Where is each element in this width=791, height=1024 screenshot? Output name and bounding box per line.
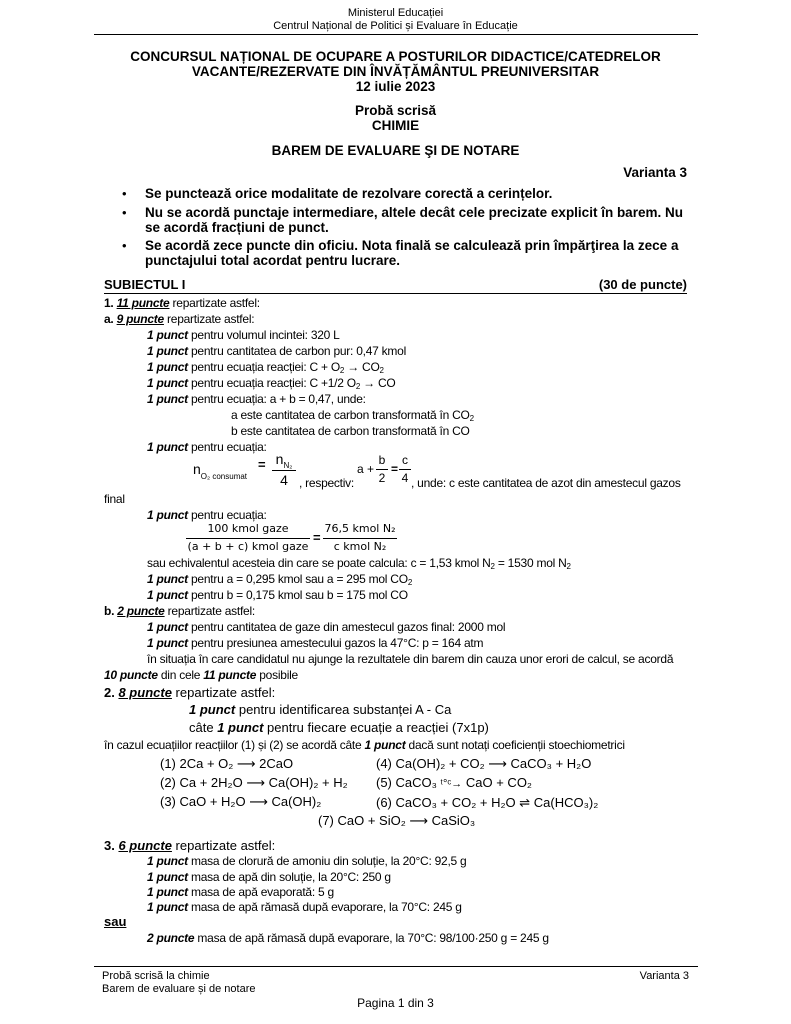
header-divider: [94, 34, 698, 35]
eq-unde-final: final: [104, 492, 125, 506]
exam-date: 12 iulie 2023: [355, 79, 436, 94]
q2-line-identify: 1 punct pentru identificarea substanței A - Ca: [189, 702, 452, 717]
q3-line-nh4cl: 1 punct masa de clorură de amoniu din soluție, la 20°C: 92,5 g: [147, 854, 467, 868]
eq-equals: =: [258, 457, 266, 472]
reaction-6: (6) CaCO₃ + CO₂ + H₂O ⇌ Ca(HCO₃)₂: [376, 795, 599, 810]
q1b-heading: b. 2 puncte repartizate astfel:: [104, 604, 255, 618]
bullet: •: [122, 186, 127, 201]
ratio-den-1: (a + b + c) kmol gaze: [187, 540, 309, 553]
subject-name: CHIMIE: [371, 118, 420, 133]
exam-type: Probă scrisă: [354, 103, 437, 118]
q3-line-water: 1 punct masa de apă din soluție, la 20°C: 250 g: [147, 870, 391, 884]
barem-title: BAREM DE EVALUARE ŞI DE NOTARE: [271, 143, 520, 158]
q1-line-reaction-co: 1 punct pentru ecuația reacției: C +1/2 $O_2$ → CO: [147, 376, 396, 391]
q2-heading: 2. 8 puncte repartizate astfel:: [104, 685, 276, 700]
reaction-4: (4) Ca(OH)₂ + CO₂ ⟶ CaCO₃ + H₂O: [376, 756, 592, 771]
q1-line-gas-total: 1 punct pentru cantitatea de gaze din amestecul gazos final: 2000 mol: [147, 620, 506, 634]
frac-c: c: [402, 453, 408, 467]
eq-equals: =: [391, 462, 399, 476]
reaction-2: (2) Ca + 2H₂O ⟶ Ca(OH)₂ + H₂: [160, 775, 348, 790]
eq-a-plus: a +: [357, 462, 375, 476]
title-line-1: CONCURSUL NAȚIONAL DE OCUPARE A POSTURILOR DIDACTICE/CATEDRELOR: [130, 49, 661, 64]
q3-heading: 3. 6 puncte repartizate astfel:: [104, 838, 276, 853]
fraction-line: [376, 469, 388, 470]
fraction-line: [399, 469, 411, 470]
rule-3-cont: punctajului total acordat pentru lucrare.: [145, 253, 401, 268]
eq-respectiv: , respectiv:: [299, 476, 355, 490]
footer-exam: Probă scrisă la chimie: [102, 970, 210, 982]
q1-heading: 1. 11 puncte repartizate astfel:: [104, 296, 260, 310]
q1-note-points: 10 puncte din cele 11 puncte posibile: [104, 668, 298, 682]
section-divider: [104, 293, 687, 294]
eq-unde-c: , unde: c este cantitatea de azot din amestecul gazos: [411, 476, 681, 490]
q1-line-eq-ab: 1 punct pentru ecuația: a + b = 0,47, unde:: [147, 392, 366, 406]
q3-alternative: sau: [104, 914, 127, 929]
q1-def-a: a este cantitatea de carbon transformată în $CO_2$: [231, 408, 474, 423]
frac-2: 2: [378, 471, 386, 485]
section-points: (30 de puncte): [598, 277, 687, 292]
header-ministry: Ministerul Educației: [347, 7, 444, 19]
bullet: •: [122, 238, 127, 253]
fraction-line: [323, 538, 397, 539]
fraction-line: [186, 538, 310, 539]
eq-n-o2: $n_{O_2 consumat}$: [193, 461, 248, 481]
bullet: •: [122, 205, 127, 220]
section-title: SUBIECTUL I: [104, 277, 186, 292]
rule-3: Se acordă zece puncte din oficiu. Nota finală se calculează prin împărţirea la zece a: [145, 238, 679, 253]
title-line-2: VACANTE/REZERVATE DIN ÎNVĂȚĂMÂNTUL PREUNIVERSITAR: [191, 64, 600, 79]
q1a-heading: a. 9 puncte repartizate astfel:: [104, 312, 255, 326]
reaction-7: (7) CaO + SiO₂ ⟶ CaSiO₃: [318, 813, 476, 828]
frac-num-n-n2: $n_{N_2}$: [275, 451, 293, 470]
q2-note: în cazul ecuațiilor reacțiilor (1) și (2) se acordă câte 1 punct dacă sunt notați coeficienții stoechiometrici: [104, 738, 625, 752]
q1-line-eq-ratio: 1 punct pentru ecuația:: [147, 508, 267, 522]
ratio-num-2: 76,5 kmol N₂: [324, 522, 396, 535]
footer-barem: Barem de evaluare și de notare: [102, 983, 256, 995]
q1-line-carbon: 1 punct pentru cantitatea de carbon pur: 0,47 kmol: [147, 344, 406, 358]
fraction-line: [272, 470, 296, 471]
footer-variant: Varianta 3: [639, 970, 689, 982]
q1-line-c-value: sau echivalentul acesteia din care se poate calcula: c = 1,53 kmol $N_2 = 1530$ mol $N_2$: [147, 556, 571, 571]
rule-1: Se punctează orice modalitate de rezolvare corectă a cerințelor.: [145, 186, 553, 201]
q1-line-reaction-co2: 1 punct pentru ecuația reacției: $C + O_2 \to CO_2$: [147, 360, 384, 375]
q2-line-each-eq: câte 1 punct pentru fiecare ecuație a reacției (7x1p): [189, 720, 489, 735]
rule-2-cont: se acordă fracțiuni de punct.: [145, 220, 329, 235]
page-number: Pagina 1 din 3: [357, 996, 434, 1010]
q1-note: în situația în care candidatul nu ajunge la rezultatele din barem din cauza unor erori de calcul, se acordă: [147, 652, 674, 666]
ratio-den-2: c kmol N₂: [333, 540, 387, 553]
frac-b: b: [378, 453, 386, 467]
rule-2: Nu se acordă punctaje intermediare, altele decât cele precizate explicit în barem. Nu: [145, 205, 683, 220]
footer-divider: [94, 966, 698, 967]
q1-line-volume: 1 punct pentru volumul incintei: 320 L: [147, 328, 340, 342]
q1-line-b-value: 1 punct pentru b = 0,175 kmol sau b = 175 mol CO: [147, 588, 408, 602]
reaction-5: (5) CaCO₃ ᵗ°ᶜ→ CaO + CO₂: [376, 775, 532, 790]
ratio-num-1: 100 kmol gaze: [207, 522, 289, 535]
q1-line-eq-o2: 1 punct pentru ecuația:: [147, 440, 267, 454]
q1-def-b: b este cantitatea de carbon transformată în CO: [231, 424, 470, 438]
q1-line-a-value: 1 punct pentru a = 0,295 kmol sau a = 295 mol $CO_2$: [147, 572, 413, 587]
q3-line-remaining: 1 punct masa de apă rămasă după evaporare, la 70°C: 245 g: [147, 900, 462, 914]
frac-den-4: 4: [280, 472, 288, 488]
q3-line-evaporated: 1 punct masa de apă evaporată: 5 g: [147, 885, 334, 899]
q3-line-alt: 2 puncte masa de apă rămasă după evaporare, la 70°C: 98/100·250 g = 245 g: [147, 931, 549, 945]
eq-equals: =: [313, 530, 321, 545]
reaction-1: (1) 2Ca + O₂ ⟶ 2CaO: [160, 756, 294, 771]
variant-label: Varianta 3: [623, 165, 687, 180]
header-center: Centrul Național de Politici și Evaluare în Educație: [273, 20, 518, 32]
frac-4: 4: [401, 471, 409, 485]
reaction-3: (3) CaO + H₂O ⟶ Ca(OH)₂: [160, 794, 322, 809]
q1-line-pressure: 1 punct pentru presiunea amestecului gazos la 47°C: p = 164 atm: [147, 636, 484, 650]
